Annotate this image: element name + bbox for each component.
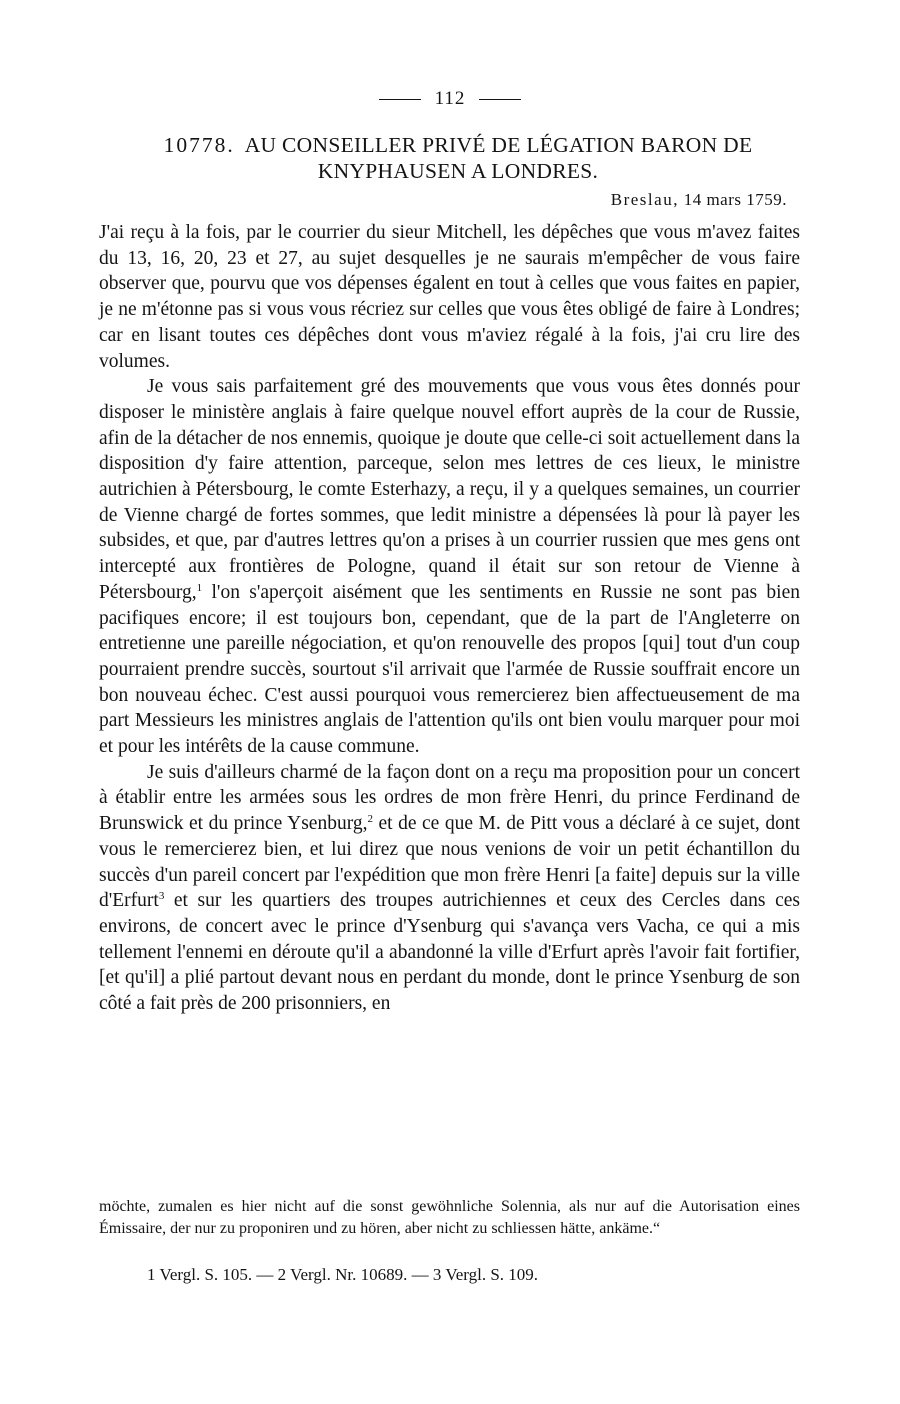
footnotes: 1 Vergl. S. 105. — 2 Vergl. Nr. 10689. — 3 Vergl. S. 109. <box>147 1265 539 1284</box>
heading-title-2: KNYPHAUSEN A LONDRES. <box>317 159 599 183</box>
footnote-ref-2: 2 <box>367 813 373 826</box>
right-rule <box>479 99 521 100</box>
paragraph-3 <box>99 760 800 1017</box>
footnote-ref-1: 1 <box>196 581 203 594</box>
carryover-footnote-text: möchte, zumalen es hier nicht auf die sonst gewöhnliche Solennia, als nur auf die Autorisation eines Émissaire, der nur zu proponiren und zu hören, aber nicht zu schliessen hätte, ankäme.“ <box>99 1198 800 1237</box>
paragraph-3-part-a: Je suis d'ailleurs charmé de la façon dont on a reçu ma proposition pour un concert à établir entre les armées sous les ordres de mon frère Henri, du prince Ferdinand de Brunswick et du prince Ysenburg, <box>99 761 800 835</box>
dateline-place: Breslau, <box>610 190 679 209</box>
heading-title-1: AU CONSEILLER PRIVÉ DE LÉGATION BARON DE <box>244 133 753 157</box>
letter-heading <box>113 132 803 184</box>
dateline-date: 14 mars 1759. <box>683 190 787 209</box>
left-rule <box>379 99 421 100</box>
paragraph-3-part-c: et sur les quartiers des troupes autrichiennes et ceux des Cercles dans ces environs, de concert avec le prince d'Ysenburg qui s'avança vers Vacha, ce qui a mis tellement l'ennemi en déroute qu'il a abandonné la ville d'Erfurt après l'avoir fait fortifier, [et qu'il] a plié partout devant nous en perdant du monde, dont le prince Ysenburg de son côté a fait près de 200 prisonniers, en <box>99 890 800 1015</box>
footnote-ref-3: 3 <box>158 890 165 903</box>
paragraph-2-part-b: l'on s'aperçoit aisément que les sentiments en Russie ne sont pas bien pacifiques encore; il est toujours bon, cependant, que de la part de l'Angleterre on entretienne une pareille négociation, et qu'on renouvelle des propos [qui] tout d'un coup pourraient prendre succès, sourtout s'il arrivait que l'armée de Russie souffrait encore un bon nouveau échec. C'est aussi pourquoi vous remercierez bien affectueusement de ma part Messieurs les ministres anglais de l'attention qu'ils ont bien voulu marquer pour moi et pour les intérêts de la cause commune. <box>99 581 800 758</box>
paragraph-3-part-b: et de ce que M. de Pitt vous a déclaré à ce sujet, dont vous le remercierez bien, et lui direz que nous venions de voir un petit échantillon du succès d'un pareil concert par l'expédition que mon frère Henri [a faite] depuis sur la ville d'Erfurt <box>99 813 800 912</box>
paragraph-2 <box>99 374 800 760</box>
paragraph-2-part-a: Je vous sais parfaitement gré des mouvements que vous vous êtes donnés pour disposer le ministère anglais à faire quelque nouvel effort auprès de la cour de Russie, afin de la détacher de nos ennemis, quoique je doute que celle-ci soit actuellement dans la disposition d'y faire attention, parceque, selon mes lettres de ces lieux, le ministre autrichien à Pétersbourg, le comte Esterhazy, a reçu, il y a quelques semaines, un courrier de Vienne chargé de fortes sommes, que ledit ministre a dépensées là pour là payer les subsides, et que, par d'autres lettres qu'on a prises à un courrier russien que mes gens ont intercepté aux frontières de Pologne, quand il était sur son retour de Vienne à Pétersbourg, <box>99 376 800 603</box>
heading-line-1 <box>113 132 803 158</box>
page-number <box>0 88 900 110</box>
dateline <box>611 190 787 210</box>
carryover-footnote <box>99 1196 800 1240</box>
paragraph-1: J'ai reçu à la fois, par le courrier du sieur Mitchell, les dépêches que vous m'avez faites du 13, 16, 20, 23 et 27, au sujet desquelles je ne saurais m'empêcher de vous faire observer que, pourvu que vos dépenses égalent en tout à celles que vous faites en papier, je ne m'étonne pas si vous vous récriez sur celles que vous êtes obligé de faire à Londres; car en lisant toutes ces dépêches dont vous m'aviez régalé à la fois, j'ai cru lire des volumes. <box>99 222 800 372</box>
letter-number: 10778. <box>163 133 235 157</box>
page-number-text: 112 <box>434 88 466 109</box>
letter-body <box>99 220 800 1017</box>
